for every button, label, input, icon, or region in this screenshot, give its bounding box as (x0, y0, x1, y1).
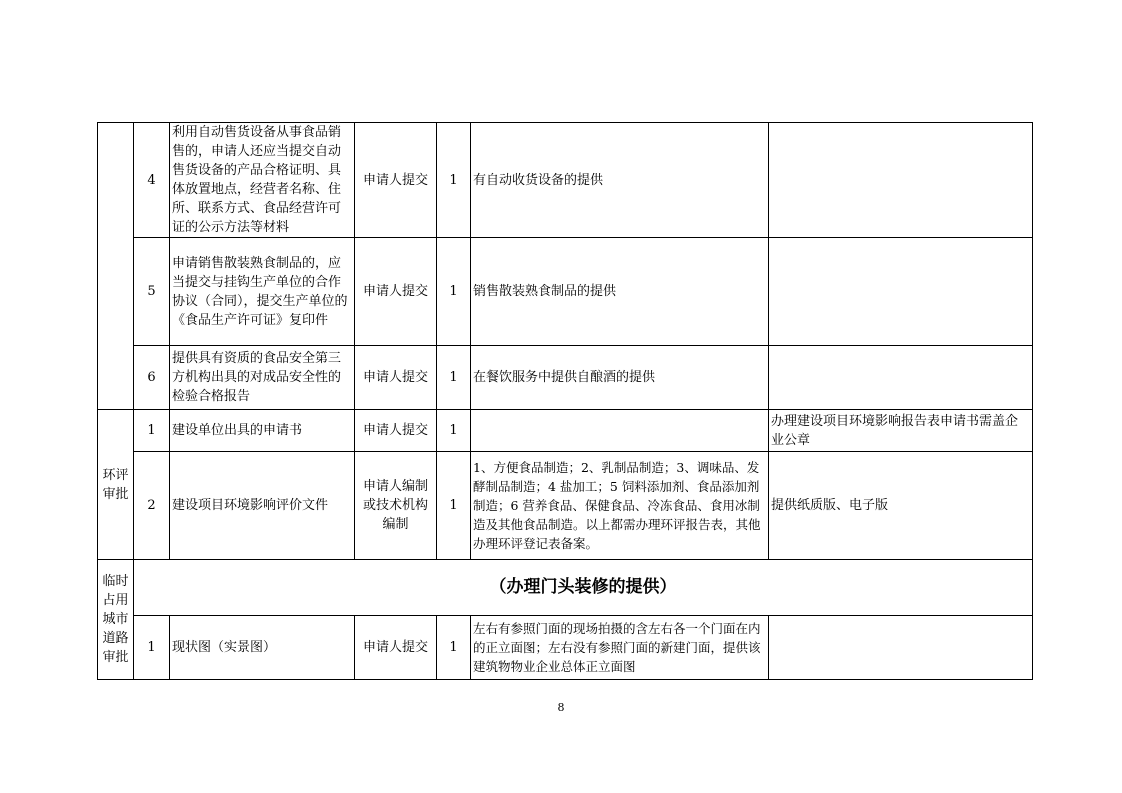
material-source: 申请人提交 (355, 346, 437, 410)
category-env-approval: 环评审批 (98, 410, 134, 560)
table-row (98, 616, 1033, 680)
copies-count: 1 (437, 452, 471, 560)
table-row (98, 238, 1033, 346)
section-title: （办理门头装修的提供） (134, 560, 1033, 616)
remark: 办理建设项目环境影响报告表申请书需盖企业公章 (769, 410, 1033, 452)
material-item: 现状图（实景图） (170, 616, 355, 680)
material-item: 建设单位出具的申请书 (170, 410, 355, 452)
material-source: 申请人提交 (355, 616, 437, 680)
row-number: 1 (134, 410, 170, 452)
copies-count: 1 (437, 123, 471, 238)
table-row (98, 560, 1033, 616)
remark (769, 238, 1033, 346)
row-number: 6 (134, 346, 170, 410)
material-item: 建设项目环境影响评价文件 (170, 452, 355, 560)
category-road-approval: 临时占用城市道路审批 (98, 560, 134, 680)
remark (769, 346, 1033, 410)
remark (769, 616, 1033, 680)
material-source: 申请人提交 (355, 410, 437, 452)
remark: 提供纸质版、电子版 (769, 452, 1033, 560)
copies-count: 1 (437, 616, 471, 680)
copies-count: 1 (437, 346, 471, 410)
table-row (98, 346, 1033, 410)
material-item: 申请销售散装熟食制品的，应当提交与挂钩生产单位的合作协议（合同），提交生产单位的《食品生产许可证》复印件 (170, 238, 355, 346)
applicable-scope: 有自动收货设备的提供 (471, 123, 769, 238)
materials-table (97, 122, 1033, 680)
row-number: 4 (134, 123, 170, 238)
table-row (98, 452, 1033, 560)
material-item: 利用自动售货设备从事食品销售的，申请人还应当提交自动售货设备的产品合格证明、具体放置地点，经营者名称、住所、联系方式、食品经营许可证的公示方法等材料 (170, 123, 355, 238)
category-cell-empty (98, 123, 134, 410)
row-number: 1 (134, 616, 170, 680)
copies-count: 1 (437, 238, 471, 346)
applicable-scope: 销售散装熟食制品的提供 (471, 238, 769, 346)
material-item: 提供具有资质的食品安全第三方机构出具的对成品安全性的检验合格报告 (170, 346, 355, 410)
applicable-scope (471, 410, 769, 452)
table-row (98, 410, 1033, 452)
remark (769, 123, 1033, 238)
applicable-scope: 在餐饮服务中提供自酿酒的提供 (471, 346, 769, 410)
row-number: 5 (134, 238, 170, 346)
copies-count: 1 (437, 410, 471, 452)
applicable-scope: 1、方便食品制造；2、乳制品制造；3、调味品、发酵制品制造；4 盐加工；5 饲料添加剂、食品添加剂制造；6 营养食品、保健食品、冷冻食品、食用冰制造及其他食品制造。以上都需办理环评报告表，其他办理环评登记表备案。 (471, 452, 769, 560)
material-source: 申请人提交 (355, 123, 437, 238)
applicable-scope: 左右有参照门面的现场拍摄的含左右各一个门面在内的正立面图；左右没有参照门面的新建门面，提供该建筑物物业企业总体正立面图 (471, 616, 769, 680)
material-source: 申请人提交 (355, 238, 437, 346)
row-number: 2 (134, 452, 170, 560)
table-row (98, 123, 1033, 238)
page-number: 8 (557, 701, 565, 714)
material-source: 申请人编制或技术机构编制 (355, 452, 437, 560)
